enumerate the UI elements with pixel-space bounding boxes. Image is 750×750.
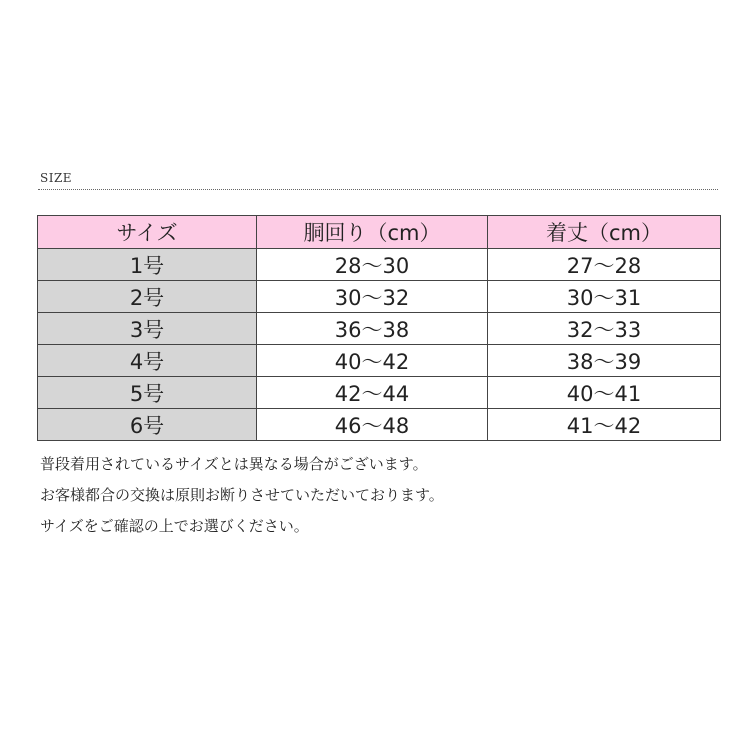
table-row (38, 377, 721, 409)
section-heading: SIZE (40, 171, 73, 185)
size-cell: 4号 (38, 345, 257, 377)
waist-cell: 36〜38 (257, 313, 488, 345)
size-cell: 2号 (38, 281, 257, 313)
size-cell: 3号 (38, 313, 257, 345)
header-length: 着丈（cm） (488, 216, 721, 249)
size-cell: 6号 (38, 409, 257, 441)
table-row (38, 281, 721, 313)
note-size-difference: 普段着用されているサイズとは異なる場合がございます。 (40, 455, 428, 473)
table-row (38, 345, 721, 377)
waist-cell: 40〜42 (257, 345, 488, 377)
length-cell: 27〜28 (488, 249, 721, 281)
notes-block (40, 452, 444, 545)
waist-cell: 46〜48 (257, 409, 488, 441)
length-cell: 30〜31 (488, 281, 721, 313)
size-cell: 1号 (38, 249, 257, 281)
table-row (38, 313, 721, 345)
waist-cell: 42〜44 (257, 377, 488, 409)
table-header-row (38, 216, 721, 249)
table-row (38, 249, 721, 281)
waist-cell: 28〜30 (257, 249, 488, 281)
table-row (38, 409, 721, 441)
length-cell: 38〜39 (488, 345, 721, 377)
header-size: サイズ (38, 216, 257, 249)
header-waist: 胴回り（cm） (257, 216, 488, 249)
dotted-divider (38, 189, 718, 190)
note-confirm-size: サイズをご確認の上でお選びください。 (40, 517, 309, 535)
note-exchange-policy: お客様都合の交換は原則お断りさせていただいております。 (40, 486, 444, 504)
size-table (37, 215, 721, 441)
length-cell: 32〜33 (488, 313, 721, 345)
size-cell: 5号 (38, 377, 257, 409)
waist-cell: 30〜32 (257, 281, 488, 313)
length-cell: 41〜42 (488, 409, 721, 441)
length-cell: 40〜41 (488, 377, 721, 409)
